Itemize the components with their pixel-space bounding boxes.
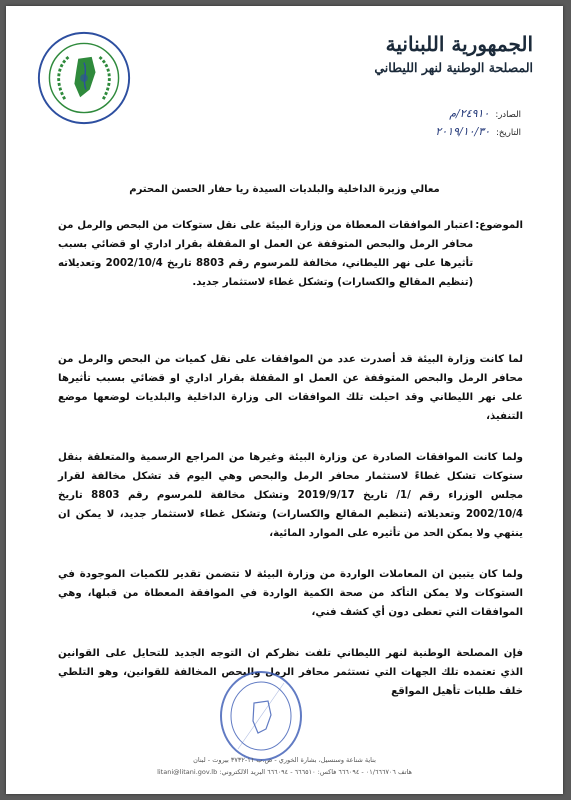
- reference-block: [435, 102, 521, 138]
- addressee: معالي وزيرة الداخلية والبلديات السيدة ريا حفار الحسن المحترم: [129, 184, 440, 195]
- letterhead: [273, 32, 533, 75]
- official-stamp: [218, 669, 304, 763]
- authority-name: المصلحة الوطنية لنهر الليطاني: [374, 60, 533, 75]
- paragraph: فإن المصلحة الوطنية لنهر الليطاني تلفت نظركم ان التوجه الجديد للتحايل على القوانين الذي تعتمده تلك الجهات التي تستثمر محافر الرمل والبحص المخالفة للقوانين، وهو التلطي خلف طلبات تأهيل المواقع: [58, 648, 523, 697]
- paragraph: ولما كانت الموافقات الصادرة عن وزارة البيئة وغيرها من المراجع الرسمية والمتعلقة بنقل ستوكات تشكل غطاءً لاستثمار محافر الرمل والبحص وهي اليوم قد تشكل مخالفة لقرار مجلس الوزراء رقم /1/ تاريخ 2019/9/17 وتشكل مخالفة للمرسوم رقم 8803 تاريخ 2002/10/4 وتعديلاته (تنظيم المقالع والكسارات) وتشكل غطاء لاستثمار جديد، لا يمكن ان ينتهي ولا يمكن الحد من تأثيره على الموارد المائية،: [58, 452, 523, 539]
- letter-footer: [6, 754, 563, 778]
- date-row: [435, 120, 521, 138]
- subject: [58, 216, 523, 292]
- letter-body: [58, 216, 523, 701]
- document-page: [6, 6, 563, 794]
- date-value: ٢٠١٩/١٠/٣٠: [435, 125, 491, 138]
- footer-address: بناية شناعة وسنسيل، بشارة الخوري - ص.ب ١١-٣٧٣٢ بيروت - لبنان: [193, 756, 376, 764]
- reference-row: [435, 102, 521, 120]
- reference-number: ٢٤٩١٠/م: [449, 107, 490, 120]
- republic-title: الجمهورية اللبنانية: [385, 32, 533, 56]
- paragraph: ولما كان يتبين ان المعاملات الواردة من وزارة البيئة لا تتضمن تقدير للكميات الموجودة في الستوكات ولا يمكن التأكد من صحة الكمية الواردة في الموافقة المعطاة من قبلها، وهي الموافقات التي تعطى دون أي كشف فني،: [58, 569, 523, 618]
- subject-label: الموضوع:: [475, 220, 523, 231]
- subject-text: اعتبار الموافقات المعطاة من وزارة البيئة على نقل ستوكات من البحص والرمل من محافر الرمل والبحص المتوقفة عن العمل او المقفلة بقرار اداري او قضائي بسبب تأثيرها على نهر الليطاني، مخالفة للمرسوم رقم 8803 تاريخ 2002/10/4 وتعديلاته (تنظيم المقالع والكسارات) وتشكل غطاء لاستثمار جديد.: [58, 220, 474, 288]
- litani-authority-logo: [36, 30, 132, 126]
- reference-label: الصادر:: [495, 110, 521, 120]
- footer-contact: هاتف ٠١/٦٦٦٧٠٦ - ٦٦٦٠٩٤ فاكس: ٦٦٦٥١٠ - ٦٦٦٠٩٤ البريد الالكتروني: litani@litani.gov.lb: [157, 768, 412, 776]
- paragraph: لما كانت وزارة البيئة قد أصدرت عدد من الموافقات على نقل كميات من البحص والرمل من محافر الرمل والبحص المتوقفة عن العمل او المقفلة بقرار اداري او قضائي بسبب تأثيرها على نهر الليطاني وقد احيلت تلك الموافقات الى وزارة الداخلية والبلديات لوضعها موضع التنفيذ،: [58, 354, 523, 422]
- date-label: التاريخ:: [496, 128, 521, 138]
